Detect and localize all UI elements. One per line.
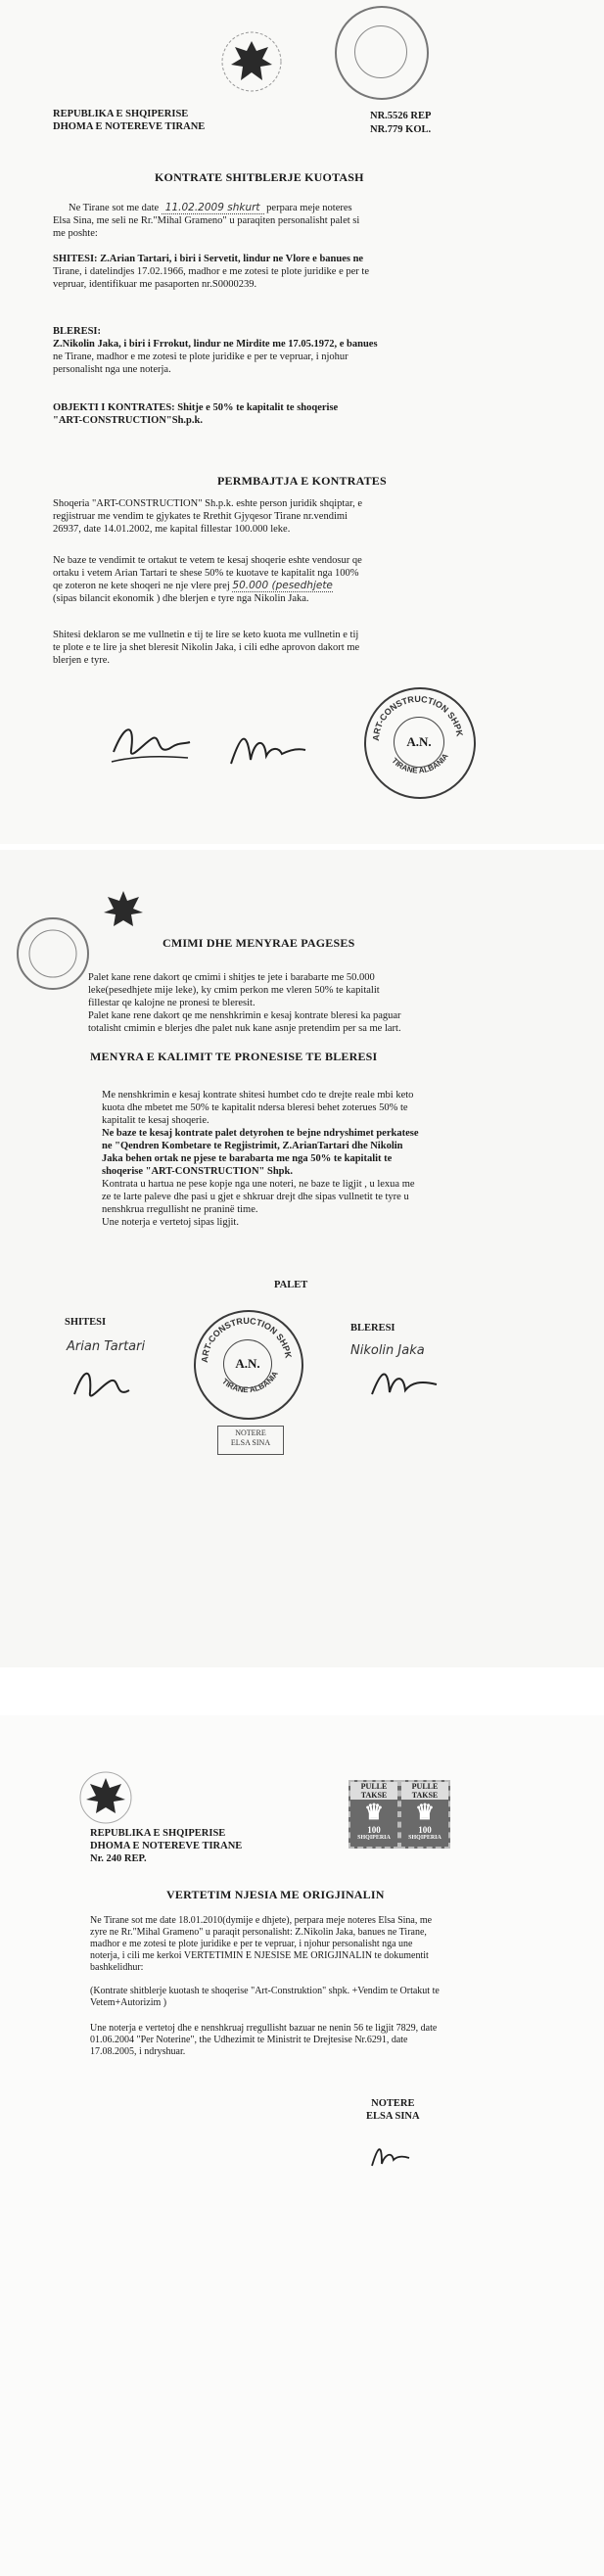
republic-header: REPUBLIKA E SHQIPERISE (90, 1828, 226, 1839)
notary-signature (364, 2136, 413, 2176)
document-page-3 (0, 1715, 604, 2576)
tax-stamp: PULLE TAKSE ♛ 100 SHQIPERIA (399, 1780, 450, 1849)
company-round-stamp (364, 687, 476, 799)
tax-stamp: PULLE TAKSE ♛ 100 SHQIPERIA (348, 1780, 399, 1849)
notary-seal (14, 914, 92, 993)
price-title: CMIMI DHE MENYRAE PAGESES (163, 936, 355, 950)
transfer-paragraph: Me nenshkrimin e kesaj kontrate shitesi humbet cdo te drejte reale mbi keto kuota dhe mbetet me 50% te kapitalit ndersa bleresi behet zoterues 50% te kapitalit te kesaj shoqerie. Ne baze te kesaj kontrate palet detyrohen te bejne ndryshimet perkatese ne "Qendren Kombetare te Regjistrimit, Z.ArianTartari dhe Nikolin Jaka behen ortak ne pjese te barabarta me nga 50% te kapitalit te shoqerise "ART-CONSTRUCTION" Shpk. Kontrata u hartua ne pese kopje nga une noteri, ne baze te ligjit , u lexua me ze te larte paleve dhe pasi u gjet e shkruar drejt dhe sipas vullnetit te tyre u nenshkrua rregullisht ne praninë time. Une noterja e vertetoj sipas ligjit. (102, 1090, 419, 1228)
seller-label: SHITESI (65, 1317, 107, 1328)
legal-basis: Une noterja e vertetoj dhe e nenshkruaj rregullisht bazuar ne nenin 56 te ligjit 7829, date 01.06.2004 "Per Noterine", the Udhezimit te Ministrit te Drejtesise Nr.6291, date 17.08.2005, i ndryshuar. (90, 2023, 438, 2057)
intro-line: Elsa Sina, me seli ne Rr."Mihal Grameno" u paraqiten personalisht palet si (53, 215, 360, 226)
buyer-signature (364, 1359, 442, 1408)
republic-header: REPUBLIKA E SHQIPERISE (53, 109, 189, 119)
buyer-name-handwritten: Nikolin Jaka (350, 1343, 425, 1358)
certification-paragraph: Ne Tirane sot me date 18.01.2010(dymije e dhjete), perpara meje noteres Elsa Sina, me zyre ne Rr."Mihal Grameno" u paraqit personalisht: Z.Nikolin Jaka, banues ne Tirane, madhor e me zotesi te plote juridike e per te vepruar, i njohur personalisht nga une noterja, i cili me kerkoi VERTETIMIN E NJESISE ME ORIGJINALIN te dokumentit bashkelidhur: (90, 1915, 433, 1973)
parties-label: PALET (274, 1280, 308, 1290)
intro-line: Ne Tirane sot me date 11.02.2009 shkurt perpara meje noteres (69, 202, 352, 213)
seller-signature (69, 1359, 137, 1408)
handwritten-amount: 50.000 (pesedhjete (232, 580, 333, 591)
stamp-center: A.N. (394, 717, 444, 768)
albanian-eagle-emblem (217, 27, 286, 96)
albanian-eagle-emblem (94, 881, 153, 940)
nr-rep: NR.5526 REP (370, 111, 432, 121)
attached-documents: (Kontrate shitblerje kuotash te shoqerise "Art-Construktion" shpk. +Vendim te Ortakut te Vetem+Autorizim ) (90, 1986, 440, 2008)
stamp-city-text: TIRANE ALBANIA (390, 751, 450, 775)
nr-kol: NR.779 KOL. (370, 124, 432, 135)
company-round-stamp (194, 1310, 303, 1420)
buyer-block: BLERESI: Z.Nikolin Jaka, i biri i Frrokut, lindur ne Mirdite me 17.05.1972, e banues ne Tirane, madhor e me zotesi te plote juridike e per te vepruar, i njohur personalisht nga une noterja. (53, 326, 378, 375)
buyer-label: BLERESI (350, 1323, 395, 1334)
contract-title: KONTRATE SHITBLERJE KUOTASH (155, 170, 364, 184)
contract-object: OBJEKTI I KONTRATES: Shitje e 50% te kapitalit te shoqerise "ART-CONSTRUCTION"Sh.p.k. (53, 402, 339, 426)
paragraph-declaration: Shitesi deklaron se me vullnetin e tij te lire se keto kuota me vullnetin e tij te plote e te lire ja shet bleresit Nikolin Jaka, i cili edhe aprovon dakort me blerjen e tyre. (53, 630, 360, 666)
paragraph-company: Shoqeria "ART-CONSTRUCTION" Sh.p.k. eshte person juridik shqiptar, e regjistruar me vendim te gjykates te Rrethit Gjyqesor Tirane nr.vendimi 26937, date 14.01.2002, me kapital fillestar 100.000 leke. (53, 498, 362, 535)
handwritten-date: 11.02.2009 shkurt (162, 202, 264, 214)
stamp-city-text: TIRANE ALBANIA (220, 1369, 280, 1395)
price-paragraph: Palet kane rene dakort qe cmimi i shitjes te jete i barabarte me 50.000 leke(pesedhjete mije leke), ky cmim perkon me vleren 50% te kapitalit fillestar qe kalojne ne pronesi te bleresit. Palet kane rene dakort qe me nenshkrimin e kesaj kontrate bleresi ka paguar totalisht cmimin e blerjes dhe palet nuk kane asnje pretendim per sa me lart. (88, 972, 401, 1034)
stamp-ring-text: ART-CONSTRUCTION SHPK (370, 693, 465, 742)
buyer-signature (221, 721, 309, 775)
chamber-header: DHOMA E NOTEREVE TIRANE (53, 121, 206, 132)
certification-title: VERTETIM NJESIA ME ORIGJINALIN (166, 1888, 385, 1901)
notary-signature-label: NOTERE ELSA SINA (366, 2098, 420, 2122)
seller-block: SHITESI: Z.Arian Tartari, i biri i Servetit, lindur ne Vlore e banues ne Tirane, i datelindjes 17.02.1966, madhor e me zotesi te plote juridike e per te vepruar, identifikuar me pasaporten nr.S0000239. (53, 254, 369, 290)
nr-rep: Nr. 240 REP. (90, 1853, 147, 1864)
seller-signature (106, 713, 194, 772)
stamp-ring-text: ART-CONSTRUCTION SHPK (199, 1315, 294, 1364)
document-page-1 (0, 0, 604, 844)
notary-box-stamp: NOTERE ELSA SINA (217, 1426, 284, 1455)
seller-name-handwritten: Arian Tartari (67, 1339, 146, 1354)
intro-line: me poshte: (53, 228, 98, 239)
albanian-eagle-emblem (78, 1770, 133, 1825)
document-page-2 (0, 850, 604, 1667)
content-title: PERMBAJTJA E KONTRATES (217, 474, 387, 488)
stamp-center: A.N. (223, 1339, 272, 1388)
chamber-header: DHOMA E NOTEREVE TIRANE (90, 1841, 243, 1851)
notary-round-stamp (335, 6, 429, 100)
transfer-title: MENYRA E KALIMIT TE PRONESISE TE BLERESI (90, 1050, 378, 1063)
paragraph-decision: Ne baze te vendimit te ortakut te vetem te kesaj shoqerie eshte vendosur qe ortaku i vetem Arian Tartari te shese 50% te kuotave te kapitalit nga 100% qe zoteron ne kete shoqeri ne nje vlere prej 50.000 (pesedhjete (sipas bilancit ekonomik ) dhe blerjen e tyre nga Nikolin Jaka. (53, 555, 362, 604)
